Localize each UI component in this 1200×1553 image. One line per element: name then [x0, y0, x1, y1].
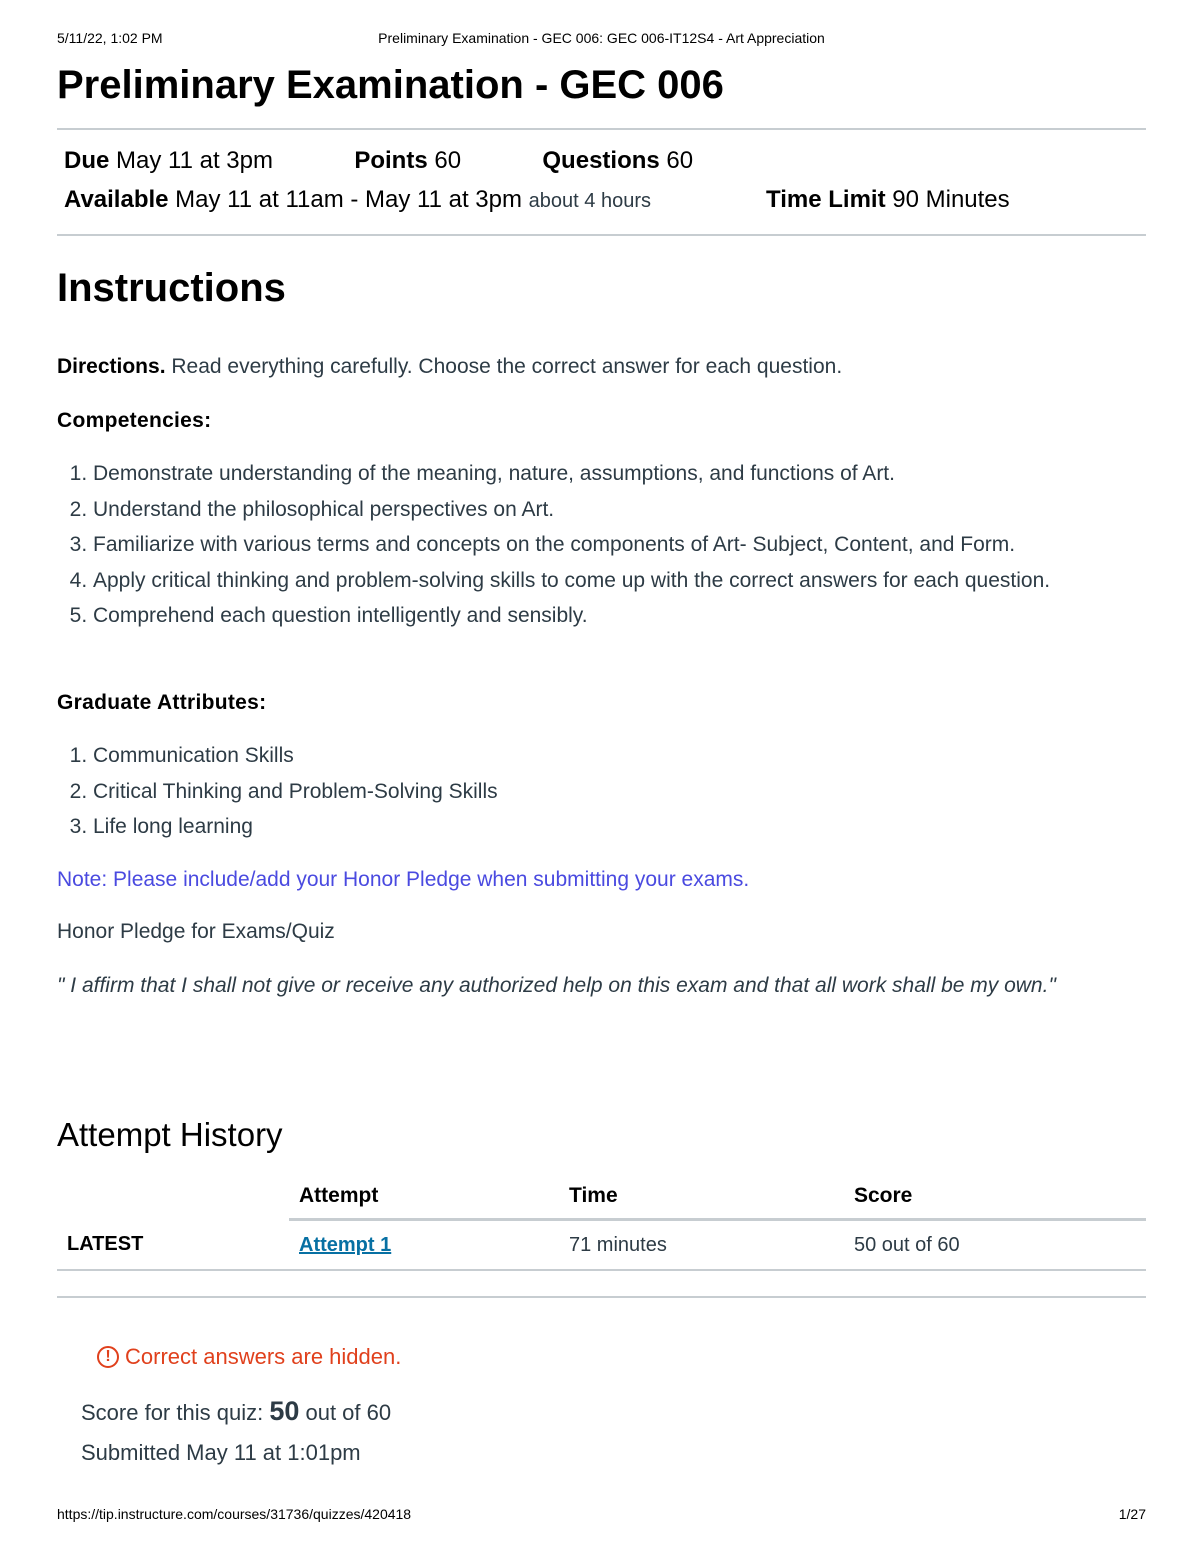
time-limit-label: Time Limit [766, 186, 886, 213]
due-label: Due [64, 147, 110, 174]
points-label: Points [354, 147, 428, 174]
competencies-list [57, 456, 1153, 634]
latest-tag: LATEST [57, 1220, 289, 1271]
questions-label: Questions [542, 147, 660, 174]
table-header-row [57, 1174, 1146, 1220]
quiz-details-row-1 [64, 147, 693, 175]
alert-text: Correct answers are hidden. [125, 1344, 402, 1369]
print-url: https://tip.instructure.com/courses/31736/quizzes/420418 [57, 1506, 412, 1522]
column-header-blank [57, 1174, 289, 1220]
column-header-score: Score [844, 1174, 1146, 1220]
submitted-time: Submitted May 11 at 1:01pm [81, 1440, 361, 1465]
table-row [57, 1220, 1146, 1271]
directions-label: Directions. [57, 355, 166, 378]
honor-pledge-label: Honor Pledge for Exams/Quiz [57, 920, 335, 943]
print-footer [57, 1506, 1146, 1522]
quiz-details-row-2 [64, 186, 651, 214]
divider [57, 1296, 1146, 1298]
available-value: May 11 at 11am - May 11 at 3pm [175, 186, 522, 213]
list-item: 1. Communication Skills [93, 738, 1153, 774]
attempt-history-heading: Attempt History [57, 1116, 283, 1153]
available-label: Available [64, 186, 169, 213]
instructions-heading: Instructions [57, 266, 286, 310]
score-cell: 50 out of 60 [844, 1220, 1146, 1271]
list-item: 3. Life long learning [93, 809, 1153, 845]
score-prefix: Score for this quiz: [81, 1400, 270, 1425]
print-doc-title: Preliminary Examination - GEC 006: GEC 006-IT12S4 - Art Appreciation [378, 30, 825, 46]
list-item: 4. Apply critical thinking and problem-solving skills to come up with the correct answers for each question. [93, 563, 1153, 599]
list-item: 2. Critical Thinking and Problem-Solving Skills [93, 774, 1153, 810]
attempt-history-table [57, 1174, 1146, 1271]
time-cell: 71 minutes [559, 1220, 844, 1271]
page-number: 1/27 [1118, 1506, 1146, 1522]
graduate-attributes-list [57, 738, 1153, 845]
due-value: May 11 at 3pm [116, 147, 273, 174]
directions-text: Read everything carefully. Choose the correct answer for each question. [165, 355, 843, 378]
answers-hidden-alert [97, 1344, 401, 1370]
warning-icon: ! [97, 1346, 119, 1368]
available-duration: about 4 hours [528, 190, 651, 212]
honor-pledge-note: Note: Please include/add your Honor Pledge when submitting your exams. [57, 868, 750, 891]
competencies-label: Competencies: [57, 409, 212, 432]
time-limit [766, 186, 1010, 214]
score-suffix: out of 60 [299, 1400, 392, 1425]
quiz-score [81, 1396, 391, 1427]
time-limit-value: 90 Minutes [892, 186, 1010, 213]
divider [57, 128, 1146, 130]
attempt-link[interactable]: Attempt 1 [299, 1233, 392, 1256]
attempt-cell [289, 1220, 559, 1271]
page-title: Preliminary Examination - GEC 006 [57, 63, 724, 107]
print-datetime: 5/11/22, 1:02 PM [57, 30, 163, 46]
questions-value: 60 [666, 147, 694, 174]
directions [57, 355, 842, 379]
list-item: 1. Demonstrate understanding of the meaning, nature, assumptions, and functions of Art. [93, 456, 1153, 492]
score-value: 50 [269, 1396, 300, 1426]
column-header-attempt: Attempt [289, 1174, 559, 1220]
print-header [57, 30, 1146, 50]
points-value: 60 [434, 147, 462, 174]
column-header-time: Time [559, 1174, 844, 1220]
honor-pledge-text: " I affirm that I shall not give or receive any authorized help on this exam and that all work shall be my own." [57, 974, 1056, 997]
list-item: 2. Understand the philosophical perspectives on Art. [93, 492, 1153, 528]
divider [57, 234, 1146, 236]
list-item: 3. Familiarize with various terms and concepts on the components of Art- Subject, Content, and Form. [93, 527, 1153, 563]
graduate-attributes-label: Graduate Attributes: [57, 691, 267, 714]
list-item: 5. Comprehend each question intelligently and sensibly. [93, 598, 1153, 634]
